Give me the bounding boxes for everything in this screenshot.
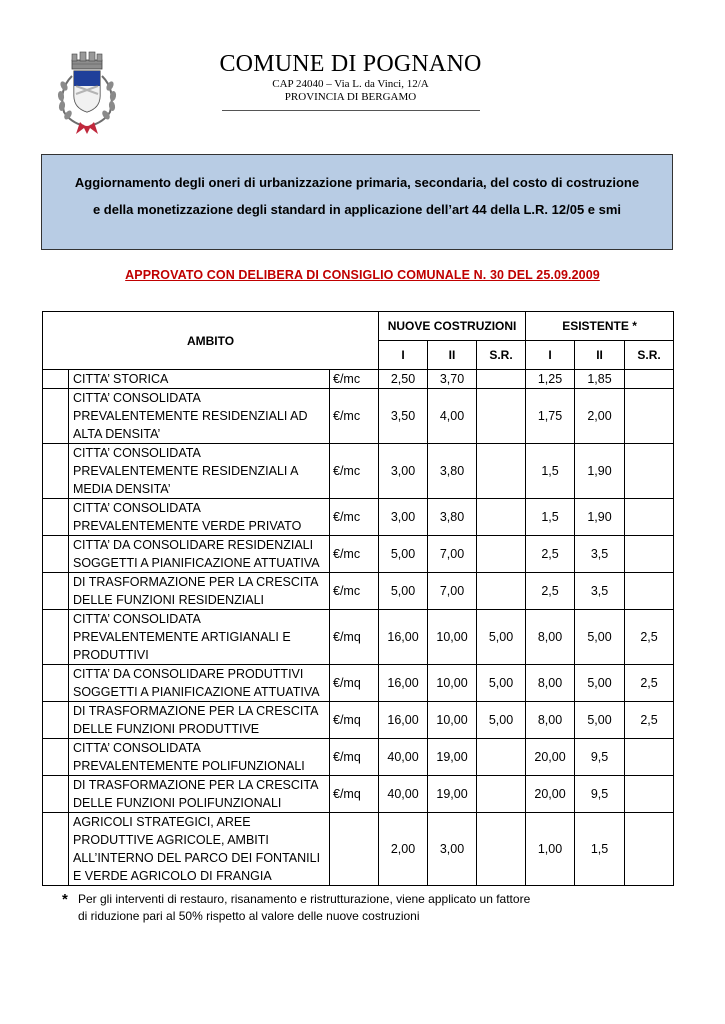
footnote-line-2: di riduzione pari al 50% rispetto al valore delle nuove costruzioni — [78, 909, 420, 923]
ambito-name-cell: DI TRASFORMAZIONE PER LA CRESCITA DELLE FUNZIONI POLIFUNZIONALI — [69, 776, 330, 813]
table-row — [43, 739, 674, 776]
row-index-cell — [43, 665, 69, 702]
value-cell-e1: 2,5 — [526, 536, 575, 573]
value-cell-e3 — [625, 389, 674, 444]
sub-header-nuove-sr: S.R. — [477, 341, 526, 370]
value-cell-e3 — [625, 739, 674, 776]
value-cell-e2: 2,00 — [575, 389, 625, 444]
table-row — [43, 444, 674, 499]
row-index-cell — [43, 370, 69, 389]
table-row — [43, 499, 674, 536]
value-cell-n3 — [477, 813, 526, 886]
value-cell-e3 — [625, 813, 674, 886]
value-cell-n2: 3,80 — [428, 499, 477, 536]
value-cell-e3: 2,5 — [625, 665, 674, 702]
value-cell-n2: 4,00 — [428, 389, 477, 444]
value-cell-n1: 5,00 — [379, 536, 428, 573]
ambito-name-cell: CITTA’ CONSOLIDATA PREVALENTEMENTE ARTIGIANALI E PRODUTTIVI — [69, 610, 330, 665]
unit-cell: €/mq — [330, 739, 379, 776]
value-cell-n1: 2,50 — [379, 370, 428, 389]
value-cell-n1: 16,00 — [379, 665, 428, 702]
value-cell-n3 — [477, 573, 526, 610]
unit-cell: €/mq — [330, 610, 379, 665]
value-cell-n2: 3,70 — [428, 370, 477, 389]
value-cell-e2: 1,5 — [575, 813, 625, 886]
value-cell-n1: 2,00 — [379, 813, 428, 886]
col-ambito-header: AMBITO — [43, 312, 379, 370]
row-index-cell — [43, 536, 69, 573]
value-cell-e2: 9,5 — [575, 776, 625, 813]
value-cell-e1: 8,00 — [526, 665, 575, 702]
value-cell-n1: 40,00 — [379, 776, 428, 813]
value-cell-n3: 5,00 — [477, 665, 526, 702]
value-cell-e3 — [625, 370, 674, 389]
table-row — [43, 665, 674, 702]
value-cell-e1: 1,5 — [526, 499, 575, 536]
unit-cell: €/mq — [330, 702, 379, 739]
value-cell-n3 — [477, 499, 526, 536]
value-cell-e2: 9,5 — [575, 739, 625, 776]
value-cell-n1: 3,00 — [379, 444, 428, 499]
unit-cell — [330, 813, 379, 886]
value-cell-n3 — [477, 444, 526, 499]
unit-cell: €/mq — [330, 776, 379, 813]
row-index-cell — [43, 610, 69, 665]
value-cell-e1: 1,25 — [526, 370, 575, 389]
row-index-cell — [43, 813, 69, 886]
sub-header-esist-ii: II — [575, 341, 625, 370]
ambito-name-cell: DI TRASFORMAZIONE PER LA CRESCITA DELLE FUNZIONI PRODUTTIVE — [69, 702, 330, 739]
value-cell-e2: 5,00 — [575, 702, 625, 739]
sub-header-nuove-ii: II — [428, 341, 477, 370]
value-cell-e3 — [625, 776, 674, 813]
value-cell-e2: 5,00 — [575, 610, 625, 665]
banner-line-2: e della monetizzazione degli standard in applicazione dell’art 44 della L.R. 12/05 e smi — [92, 202, 622, 217]
col-nuove-header: NUOVE COSTRUZIONI — [379, 312, 526, 341]
footnote-asterisk: * — [62, 891, 68, 908]
table-row — [43, 536, 674, 573]
value-cell-n3 — [477, 389, 526, 444]
municipality-address: CAP 24040 – Via L. da Vinci, 12/A — [272, 78, 429, 90]
subject-banner — [41, 154, 673, 250]
table-row — [43, 370, 674, 389]
row-index-cell — [43, 776, 69, 813]
unit-cell: €/mq — [330, 665, 379, 702]
ambito-name-cell: CITTA’ CONSOLIDATA PREVALENTEMENTE VERDE PRIVATO — [69, 499, 330, 536]
banner-line-1: Aggiornamento degli oneri di urbanizzazione primaria, secondaria, del costo di costruzione — [74, 175, 640, 190]
municipality-header — [218, 50, 483, 111]
sub-header-nuove-i: I — [379, 341, 428, 370]
value-cell-e1: 1,5 — [526, 444, 575, 499]
value-cell-e3 — [625, 499, 674, 536]
value-cell-e3 — [625, 536, 674, 573]
value-cell-e2: 3,5 — [575, 536, 625, 573]
value-cell-n2: 7,00 — [428, 573, 477, 610]
ambito-name-cell: CITTA’ DA CONSOLIDARE RESIDENZIALI SOGGETTI A PIANIFICAZIONE ATTUATIVA — [69, 536, 330, 573]
value-cell-n1: 3,50 — [379, 389, 428, 444]
unit-cell: €/mc — [330, 444, 379, 499]
ambito-name-cell: CITTA’ STORICA — [69, 370, 330, 389]
table-row — [43, 610, 674, 665]
value-cell-n3: 5,00 — [477, 610, 526, 665]
value-cell-e2: 1,90 — [575, 499, 625, 536]
value-cell-e2: 5,00 — [575, 665, 625, 702]
value-cell-n1: 40,00 — [379, 739, 428, 776]
sub-header-esist-sr: S.R. — [625, 341, 674, 370]
ambito-name-cell: CITTA’ CONSOLIDATA PREVALENTEMENTE POLIFUNZIONALI — [69, 739, 330, 776]
value-cell-e1: 8,00 — [526, 702, 575, 739]
municipality-province: PROVINCIA DI BERGAMO — [284, 91, 417, 103]
value-cell-e2: 3,5 — [575, 573, 625, 610]
value-cell-e1: 20,00 — [526, 739, 575, 776]
value-cell-e1: 1,00 — [526, 813, 575, 886]
value-cell-n2: 3,00 — [428, 813, 477, 886]
value-cell-e2: 1,85 — [575, 370, 625, 389]
value-cell-n2: 7,00 — [428, 536, 477, 573]
col-esistente-header: ESISTENTE * — [526, 312, 674, 341]
unit-cell: €/mc — [330, 573, 379, 610]
value-cell-e3 — [625, 444, 674, 499]
unit-cell: €/mc — [330, 370, 379, 389]
ambito-name-cell: AGRICOLI STRATEGICI, AREE PRODUTTIVE AGRICOLE, AMBITI ALL’INTERNO DEL PARCO DEI FONTANILI E VERDE AGRICOLO DI FRANGIA — [69, 813, 330, 886]
value-cell-n3 — [477, 536, 526, 573]
table-row — [43, 702, 674, 739]
value-cell-n3 — [477, 739, 526, 776]
value-cell-n2: 10,00 — [428, 702, 477, 739]
unit-cell: €/mc — [330, 389, 379, 444]
header-rule — [222, 110, 480, 111]
value-cell-n1: 16,00 — [379, 610, 428, 665]
approval-notice: APPROVATO CON DELIBERA DI CONSIGLIO COMUNALE N. 30 DEL 25.09.2009 — [125, 268, 600, 282]
municipal-crest-icon — [50, 50, 124, 136]
table-row — [43, 573, 674, 610]
row-index-cell — [43, 389, 69, 444]
value-cell-e1: 2,5 — [526, 573, 575, 610]
unit-cell: €/mc — [330, 536, 379, 573]
fees-table — [42, 311, 674, 886]
value-cell-e3: 2,5 — [625, 610, 674, 665]
ambito-name-cell: CITTA’ DA CONSOLIDARE PRODUTTIVI SOGGETTI A PIANIFICAZIONE ATTUATIVA — [69, 665, 330, 702]
value-cell-e1: 1,75 — [526, 389, 575, 444]
ambito-name-cell: DI TRASFORMAZIONE PER LA CRESCITA DELLE FUNZIONI RESIDENZIALI — [69, 573, 330, 610]
row-index-cell — [43, 444, 69, 499]
municipality-title: COMUNE DI POGNANO — [219, 51, 482, 77]
row-index-cell — [43, 573, 69, 610]
value-cell-n2: 10,00 — [428, 610, 477, 665]
value-cell-e1: 20,00 — [526, 776, 575, 813]
value-cell-n3: 5,00 — [477, 702, 526, 739]
value-cell-n2: 10,00 — [428, 665, 477, 702]
ambito-name-cell: CITTA’ CONSOLIDATA PREVALENTEMENTE RESIDENZIALI A MEDIA DENSITA’ — [69, 444, 330, 499]
value-cell-n1: 3,00 — [379, 499, 428, 536]
table-row — [43, 813, 674, 886]
footnote-line-1: Per gli interventi di restauro, risanamento e ristrutturazione, viene applicato un fattore — [78, 892, 531, 906]
table-row — [43, 776, 674, 813]
table-row — [43, 389, 674, 444]
value-cell-n3 — [477, 370, 526, 389]
row-index-cell — [43, 702, 69, 739]
value-cell-e3: 2,5 — [625, 702, 674, 739]
value-cell-n2: 3,80 — [428, 444, 477, 499]
value-cell-e2: 1,90 — [575, 444, 625, 499]
value-cell-n2: 19,00 — [428, 776, 477, 813]
footnote — [62, 891, 682, 925]
value-cell-n1: 16,00 — [379, 702, 428, 739]
row-index-cell — [43, 499, 69, 536]
row-index-cell — [43, 739, 69, 776]
value-cell-n3 — [477, 776, 526, 813]
ambito-name-cell: CITTA’ CONSOLIDATA PREVALENTEMENTE RESIDENZIALI AD ALTA DENSITA’ — [69, 389, 330, 444]
unit-cell: €/mc — [330, 499, 379, 536]
value-cell-n2: 19,00 — [428, 739, 477, 776]
value-cell-e1: 8,00 — [526, 610, 575, 665]
sub-header-esist-i: I — [526, 341, 575, 370]
value-cell-n1: 5,00 — [379, 573, 428, 610]
value-cell-e3 — [625, 573, 674, 610]
